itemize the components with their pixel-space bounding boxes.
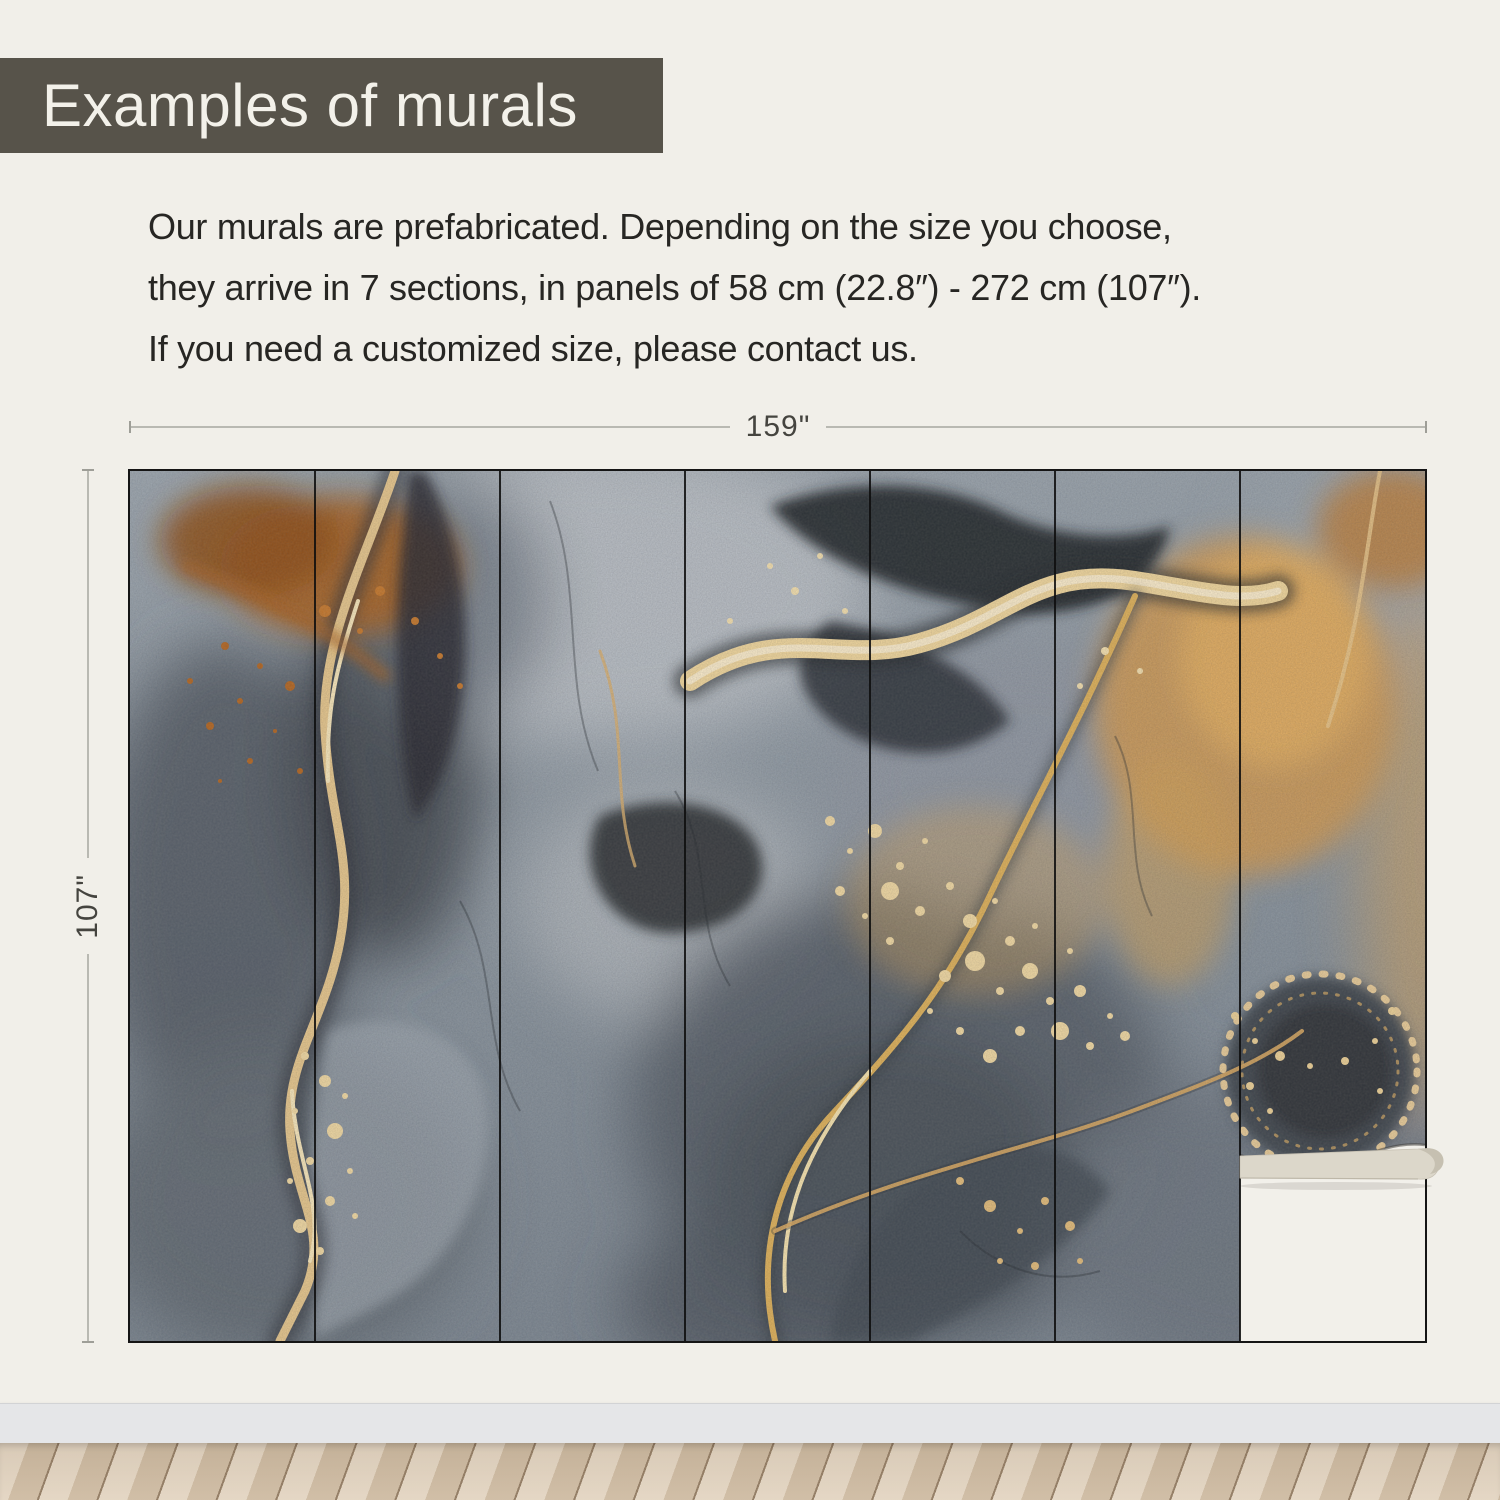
page-title: Examples of murals [42,72,578,139]
dimension-tick [129,421,131,433]
description-line: they arrive in 7 sections, in panels of 58 cm (22.8″) - 272 cm (107″). [148,267,1201,308]
dimension-tick [82,1341,94,1343]
dimension-line [826,426,1427,428]
description-line: If you need a customized size, please contact us. [148,328,918,369]
dimension-tick [82,469,94,471]
baseboard [0,1403,1500,1444]
dimension-line [87,469,89,858]
title-banner [0,58,663,153]
width-dimension-label: 159" [745,410,811,443]
height-dimension-label: 107" [71,873,104,939]
marble-mural-image [130,471,1425,1341]
mural-preview [128,469,1427,1343]
dimension-line [87,954,89,1343]
wood-floor [0,1443,1500,1500]
description-line: Our murals are prefabricated. Depending on the size you choose, [148,206,1172,247]
dimension-line [129,426,730,428]
wallpaper-curl [1238,1146,1448,1192]
width-dimension [129,410,1427,443]
description-paragraph [148,196,1418,379]
dimension-tick [1425,421,1427,433]
height-dimension [71,469,104,1343]
